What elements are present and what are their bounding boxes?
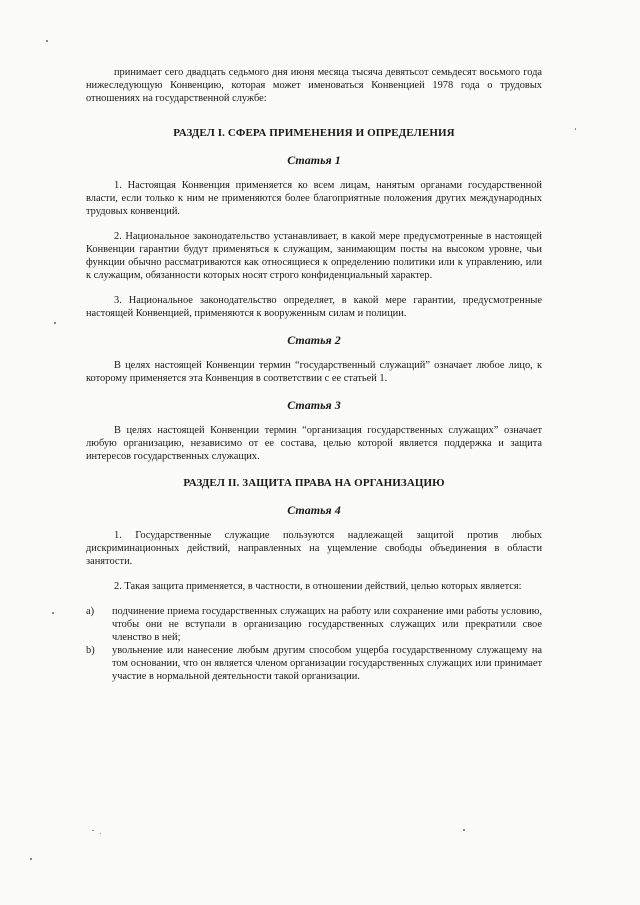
section-2-title: РАЗДЕЛ II. ЗАЩИТА ПРАВА НА ОРГАНИЗАЦИЮ — [183, 477, 445, 489]
article-4-list — [86, 605, 542, 683]
scan-speck — [575, 128, 576, 130]
article-1-title: Статья 1 — [287, 153, 341, 167]
section-1-title: РАЗДЕЛ I. СФЕРА ПРИМЕНЕНИЯ И ОПРЕДЕЛЕНИЯ — [173, 127, 455, 139]
list-item — [86, 605, 542, 644]
article-1-paragraph-2: 2. Национальное законодательство устанавливает, в какой мере предусмотренные в настоящей Конвенции гарантии будут применяться к служащим, занимающим посты на высоком уровне, чьи функции обычно рассматриваются как относящиеся к определению политики или к управлению, или к служащим, обязанности которых носят строго конфиденциальный характер. — [86, 231, 542, 281]
article-3-paragraph-1: В целях настоящей Конвенции термин “организация государственных служащих” означает любую организацию, независимо от ее состава, целью которой является поддержка и защита интересов государственных служащих. — [86, 425, 542, 462]
article-4-title: Статья 4 — [287, 503, 341, 517]
article-4-paragraph-2: 2. Такая защита применяется, в частности, в отношении действий, целью которых является: — [114, 581, 522, 592]
intro-paragraph: принимает сего двадцать седьмого дня июня месяца тысяча девятьсот семьдесят восьмого года нижеследующую Конвенцию, которая может именоваться Конвенцией 1978 года о трудовых отношениях на государственной службе: — [86, 67, 542, 104]
list-item-text: подчинение приема государственных служащих на работу или сохранение ими работы условию, чтобы они не вступали в организацию государственных служащих или прекратили свое членство в ней; — [112, 606, 542, 643]
article-4-paragraph-1: 1. Государственные служащие пользуются надлежащей защитой против любых дискриминационных действий, направленных на ущемление свободы объединения в области занятости. — [86, 530, 542, 567]
document-body — [86, 66, 542, 683]
article-3-title: Статья 3 — [287, 398, 341, 412]
scan-speck — [30, 858, 32, 860]
scan-speck — [92, 830, 94, 831]
scan-speck — [52, 612, 54, 614]
list-marker: b) — [86, 645, 95, 656]
scan-speck — [100, 833, 101, 834]
scan-speck — [463, 829, 465, 831]
list-item — [86, 644, 542, 683]
list-item-text: увольнение или нанесение любым другим способом ущерба государственному служащему на том основании, что он является членом организации государственных служащих или принимает участие в нормальной деятельности такой организации. — [112, 645, 542, 682]
article-1-paragraph-3: 3. Национальное законодательство определяет, в какой мере гарантии, предусмотренные настоящей Конвенцией, применяются к вооруженным силам и полиции. — [86, 295, 542, 319]
scan-speck — [46, 40, 48, 42]
article-2-paragraph-1: В целях настоящей Конвенции термин “государственный служащий” означает любое лицо, к которому применяется эта Конвенция в соответствии с ее статьей 1. — [86, 360, 542, 384]
article-1-paragraph-1: 1. Настоящая Конвенция применяется ко всем лицам, нанятым органами государственной власти, если только к ним не применяются более благоприятные положения других международных трудовых конвенций. — [86, 180, 542, 217]
scan-speck — [54, 322, 56, 324]
article-2-title: Статья 2 — [287, 333, 341, 347]
list-marker: a) — [86, 606, 95, 617]
